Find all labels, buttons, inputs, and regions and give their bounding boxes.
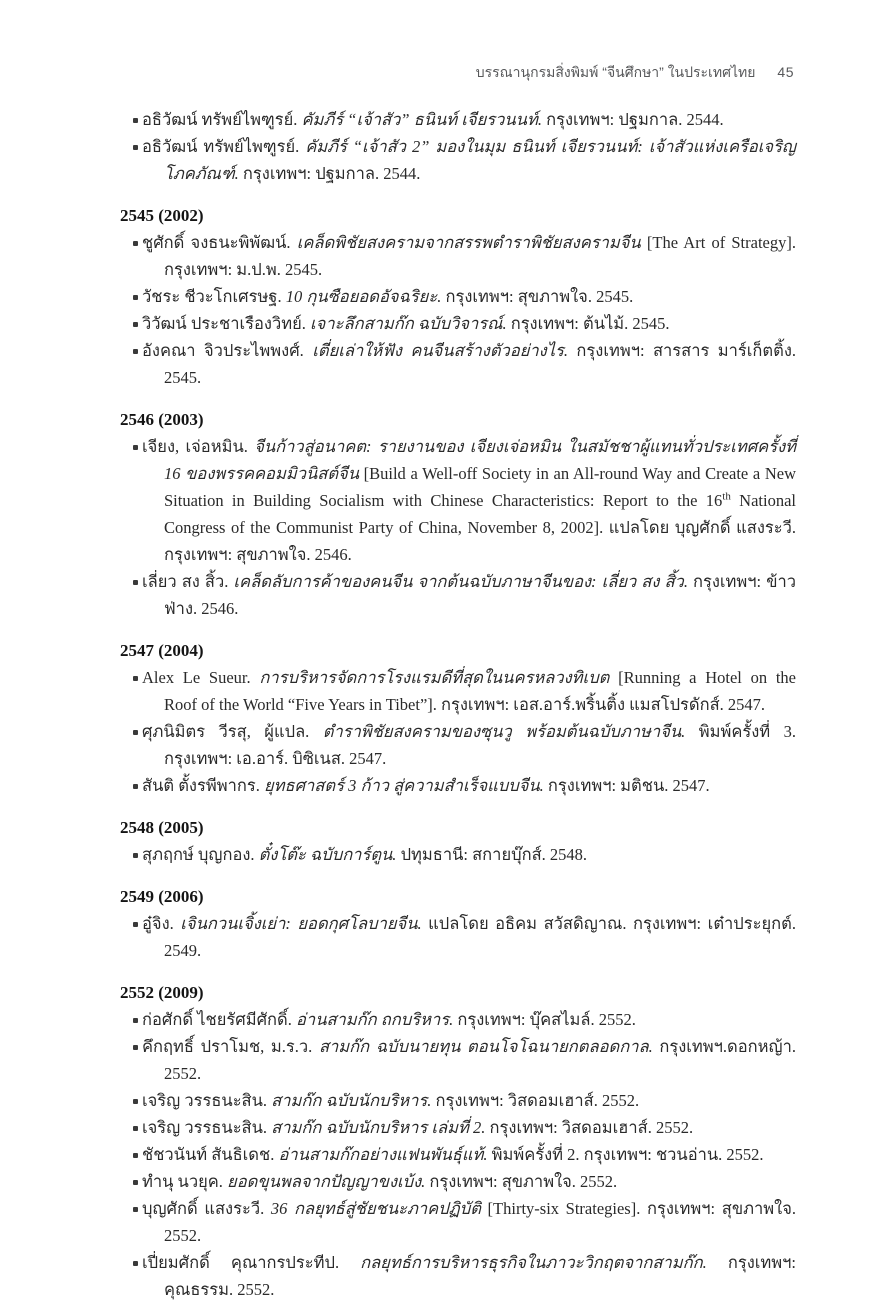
entry-text-segment: อ่านสามก๊กอย่างแฟนพันธุ์แท้.	[278, 1145, 488, 1164]
entry-text-segment: กรุงเทพฯ: ข้าวฟ่าง. 2546.	[164, 572, 796, 618]
bullet-icon	[133, 676, 138, 681]
bibliography-entry	[120, 133, 796, 187]
entry-text-segment: คึกฤทธิ์ ปราโมช, ม.ร.ว.	[142, 1037, 319, 1056]
entry-text-segment: Alex Le Sueur.	[142, 668, 260, 687]
bullet-icon	[133, 145, 138, 150]
year-section	[120, 202, 796, 391]
entry-text-segment: ทำนุ นวยุค.	[142, 1172, 228, 1191]
entry-text-segment: [Thirty-six Strategies]. กรุงเทพฯ: สุขภาพใจ. 2552.	[164, 1199, 796, 1245]
entry-text-segment: 36 กลยุทธ์สู่ชัยชนะภาคปฏิบัติ	[270, 1199, 488, 1218]
bullet-icon	[133, 922, 138, 927]
entry-text-segment: อังคณา จิวประไพพงศ์.	[142, 341, 313, 360]
entry-text-segment: เคล็ดลับการค้าของคนจีน จากต้นฉบับภาษาจีนของ: เลี่ยว สง สิ้ว.	[233, 572, 688, 591]
running-header-title: บรรณานุกรมสิ่งพิมพ์ “จีนศึกษา” ในประเทศไทย	[475, 64, 756, 80]
entry-text-segment: อธิวัฒน์ ทรัพย์ไพฑูรย์.	[142, 110, 302, 129]
year-section-heading: 2547 (2004)	[120, 641, 204, 660]
entry-text-segment: เจินกวนเจิ้งเย่า: ยอดกุศโลบายจีน.	[180, 914, 422, 933]
entry-text-segment: [Running a Hotel on the Roof of the World “Five Years in Tibet”]. กรุงเทพฯ: เอส.อาร์.พริ้นติ้ง แมสโปรดักส์. 2547.	[164, 668, 796, 714]
year-section-heading: 2546 (2003)	[120, 410, 204, 429]
entry-text-segment: เปี่ยมศักดิ์ คุณากรประทีป.	[142, 1253, 361, 1272]
entry-text-segment: National Congress of the Communist Party of China, November 8, 2002]. แปลโดย บุญศักดิ์ แสงระวี. กรุงเทพฯ: สุขภาพใจ. 2546.	[164, 491, 796, 564]
entry-text-segment: ยุทธศาสตร์ 3 ก้าว สู่ความสำเร็จแบบจีน.	[263, 776, 544, 795]
entry-text-segment: สามก๊ก ฉบับนักบริหาร เล่มที่ 2.	[271, 1118, 486, 1137]
bibliography-entry	[120, 1006, 796, 1033]
entry-text-segment: คัมภีร์ “เจ้าสัว 2” มองในมุม ธนินท์ เจียรวนนท์: เจ้าสัวแห่งเครือเจริญโภคภัณฑ์.	[164, 137, 796, 183]
year-section-heading: 2548 (2005)	[120, 818, 204, 837]
entry-text-segment: ชูศักดิ์ จงธนะพิพัฒน์.	[142, 233, 297, 252]
entry-text-segment: เจริญ วรรธนะสิน.	[142, 1091, 272, 1110]
entry-text-segment: กรุงเทพฯ: สุขภาพใจ. 2552.	[425, 1172, 618, 1191]
entry-text-segment: กรุงเทพฯ: วิสดอมเฮาส์. 2552.	[485, 1118, 694, 1137]
bibliography-entry	[120, 772, 796, 799]
bibliography-entry	[120, 1168, 796, 1195]
entry-text-segment: วิวัฒน์ ประชาเรืองวิทย์.	[142, 314, 311, 333]
bibliography-entry	[120, 1087, 796, 1114]
bullet-icon	[133, 1180, 138, 1185]
entry-text-segment: 10 กุนซือยอดอัจฉริยะ.	[285, 287, 442, 306]
entry-text-segment: สามก๊ก ฉบับนายทุน ตอนโจโฉนายกตลอดกาล.	[318, 1037, 653, 1056]
entry-text-segment: สุภฤกษ์ บุญกอง.	[142, 845, 259, 864]
entry-text-segment: พิมพ์ครั้งที่ 2. กรุงเทพฯ: ชวนอ่าน. 2552.	[487, 1145, 764, 1164]
entry-text-segment: เลี่ยว สง สิ้ว.	[142, 572, 234, 591]
bullet-icon	[133, 580, 138, 585]
entry-text-segment: [The Art of Strategy]. กรุงเทพฯ: ม.ป.พ. 2545.	[164, 233, 796, 279]
bullet-icon	[133, 445, 138, 450]
entry-text-segment: ก่อศักดิ์ ไชยรัศมีศักดิ์.	[142, 1010, 297, 1029]
year-section	[120, 637, 796, 799]
bullet-icon	[133, 295, 138, 300]
entry-text-segment: ศุภนิมิตร วีรสุ, ผู้แปล.	[142, 722, 323, 741]
bibliography-entry	[120, 910, 796, 964]
year-section	[120, 406, 796, 622]
bibliography-entry	[120, 568, 796, 622]
bibliography-entry	[120, 337, 796, 391]
year-section	[120, 814, 796, 868]
entry-text-segment: อู๋จิง.	[142, 914, 181, 933]
entry-text-segment: ยอดขุนพลจากปัญญาขงเบ้ง.	[227, 1172, 426, 1191]
bullet-icon	[133, 1099, 138, 1104]
bullet-icon	[133, 1153, 138, 1158]
entry-text-segment: กรุงเทพฯ: สุขภาพใจ. 2545.	[441, 287, 634, 306]
entry-text-segment: กรุงเทพฯ: ปฐมกาล. 2544.	[541, 110, 724, 129]
entry-text-segment: กรุงเทพฯ: มติชน. 2547.	[543, 776, 710, 795]
entry-text-segment: อ่านสามก๊ก ถกบริหาร.	[296, 1010, 454, 1029]
entry-text-segment: อธิวัฒน์ ทรัพย์ไพฑูรย์.	[142, 137, 306, 156]
running-header	[120, 62, 794, 84]
entry-text-segment: กรุงเทพฯ: คุณธรรม. 2552.	[164, 1253, 796, 1299]
entry-text-segment: กลยุทธ์การบริหารธุรกิจในภาวะวิกฤตจากสามก๊ก.	[360, 1253, 707, 1272]
entry-text-segment: พิมพ์ครั้งที่ 3. กรุงเทพฯ: เอ.อาร์. บิซิเนส. 2547.	[164, 722, 796, 768]
entry-text-segment: กรุงเทพฯ: วิสดอมเฮาส์. 2552.	[431, 1091, 640, 1110]
entry-text-segment: เจียง, เจ่อหมิน.	[142, 437, 255, 456]
entry-text-segment: กรุงเทพฯ: ต้นไม้. 2545.	[506, 314, 670, 333]
year-section	[120, 979, 796, 1303]
entry-text-segment: กรุงเทพฯ.ดอกหญ้า. 2552.	[164, 1037, 796, 1083]
entry-text-segment: เจาะลึกสามก๊ก ฉบับวิจารณ์.	[310, 314, 507, 333]
bibliography-entry	[120, 433, 796, 568]
year-section	[120, 883, 796, 964]
entry-text-segment: [Build a Well-off Society in an All-round Way and Create a New Situation in Building Socialism with Chinese Characteristics: Report to the 16	[164, 464, 796, 510]
bullet-icon	[133, 730, 138, 735]
bibliography-entry	[120, 1033, 796, 1087]
year-section-heading: 2549 (2006)	[120, 887, 204, 906]
bullet-icon	[133, 1045, 138, 1050]
entry-text-segment: คัมภีร์ “เจ้าสัว” ธนินท์ เจียรวนนท์.	[301, 110, 542, 129]
page-number: 45	[777, 64, 794, 80]
year-section-heading: 2545 (2002)	[120, 206, 204, 225]
entry-text-segment: แปลโดย อธิคม สวัสดิญาณ. กรุงเทพฯ: เต๋าประยุกต์. 2549.	[164, 914, 796, 960]
bibliography	[120, 106, 796, 1303]
entry-text-segment: สันติ ตั้งรพีพากร.	[142, 776, 264, 795]
bullet-icon	[133, 241, 138, 246]
entry-text-segment: เจริญ วรรธนะสิน.	[142, 1118, 272, 1137]
bibliography-entry	[120, 1141, 796, 1168]
entry-text-segment: เตี่ยเล่าให้ฟัง คนจีนสร้างตัวอย่างไร.	[312, 341, 569, 360]
bibliography-entry	[120, 283, 796, 310]
entry-text-segment: จีนก้าวสู่อนาคต: รายงานของ เจียงเจ่อหมิน ในสมัชชาผู้แทนทั่วประเทศครั้งที่ 16 ของพรรคคอมมิวนิสต์จีน	[164, 437, 796, 483]
bibliography-entry	[120, 310, 796, 337]
bibliography-entry	[120, 1114, 796, 1141]
bibliography-entry	[120, 841, 796, 868]
bibliography-entry	[120, 1195, 796, 1249]
entry-text-segment: th	[722, 490, 731, 503]
bullet-icon	[133, 1018, 138, 1023]
entry-text-segment: กรุงเทพฯ: บุ๊คสไมล์. 2552.	[453, 1010, 636, 1029]
bullet-icon	[133, 322, 138, 327]
bibliography-entry	[120, 718, 796, 772]
entry-text-segment: การบริหารจัดการโรงแรมดีที่สุดในนครหลวงทิเบต	[259, 668, 619, 687]
bibliography-entry	[120, 106, 796, 133]
entry-text-segment: ชัชวนันท์ สันธิเดช.	[142, 1145, 279, 1164]
entry-text-segment: เคล็ดพิชัยสงครามจากสรรพตำราพิชัยสงครามจีน	[296, 233, 647, 252]
year-section-heading: 2552 (2009)	[120, 983, 204, 1002]
bullet-icon	[133, 853, 138, 858]
entry-text-segment: สามก๊ก ฉบับนักบริหาร.	[271, 1091, 432, 1110]
entry-text-segment: ปทุมธานี: สกายบุ๊กส์. 2548.	[396, 845, 588, 864]
entry-text-segment: บุญศักดิ์ แสงระวี.	[142, 1199, 271, 1218]
entry-text-segment: กรุงเทพฯ: ปฐมกาล. 2544.	[238, 164, 421, 183]
bullet-icon	[133, 784, 138, 789]
bullet-icon	[133, 118, 138, 123]
bullet-icon	[133, 349, 138, 354]
bibliography-entry	[120, 229, 796, 283]
entry-text-segment: ตั๋งโต๊ะ ฉบับการ์ตูน.	[258, 845, 397, 864]
entry-text-segment: กรุงเทพฯ: สารสาร มาร์เก็ตติ้ง. 2545.	[164, 341, 796, 387]
entry-text-segment: วัชระ ชีวะโกเศรษฐ.	[142, 287, 286, 306]
bibliography-entry	[120, 1249, 796, 1303]
entry-text-segment: ตำราพิชัยสงครามของซุนวู พร้อมต้นฉบับภาษาจีน.	[322, 722, 686, 741]
bullet-icon	[133, 1207, 138, 1212]
bullet-icon	[133, 1126, 138, 1131]
bibliography-entry	[120, 664, 796, 718]
